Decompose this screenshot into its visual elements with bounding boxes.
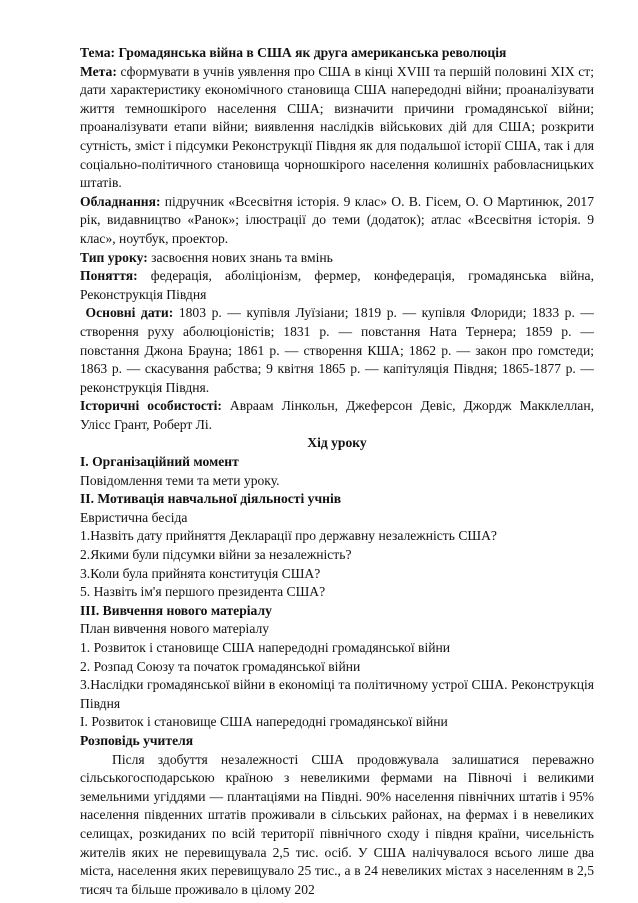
- section2-subheading: Евристична бесіда: [80, 509, 188, 525]
- teacher-label: Розповідь учителя: [80, 732, 194, 748]
- topic-label: Тема:: [80, 45, 116, 60]
- plan-item: 2. Розпад Союзу та початок громадянської війни: [80, 658, 361, 674]
- section2-heading: ІІ. Мотивація навчальної діяльності учнів: [80, 491, 342, 507]
- question-item: 5. Назвіть ім'я першого президента США?: [80, 584, 326, 600]
- lesson-type-text: засвоєння нових знань та вмінь: [147, 249, 333, 265]
- subsection-title: І. Розвиток і становище США напередодні громадянської війни: [80, 714, 448, 730]
- section1-heading: І. Організаційний момент: [80, 454, 239, 470]
- equipment-label: Обладнання:: [80, 193, 161, 209]
- question-item: 1.Назвіть дату прийняття Декларації про державну незалежність США?: [80, 528, 497, 544]
- topic-line: [80, 44, 594, 63]
- plan-title: План вивчення нового матеріалу: [80, 621, 270, 637]
- goal-text: сформувати в учнів уявлення про США в кінці XVIII та першій половині XIX ст; дати характеристику економічного становища США напередодні війни; проаналізувати життя темношкірого населення США; визначити причини громадянської війни; проаналізувати етапи війни; виявлення наслідків військових дій для США; розкрити сутність, зміст і підсумки Реконструкції Півдня як для подальшої історії США, так і для соціально-політичного становища чорношкірого населення колишніх рабовласницьких штатів.: [80, 63, 594, 191]
- teacher-text: Після здобуття незалежності США продовжувала залишатися переважно сільськогосподарською країною з невеликими фермами на Півночі і великими земельними угіддями — плантаціями на Півдні. 90% населення північних штатів і 95% населення південних штатів проживали в сільських районах, на фермах і в невеликих селищах, розкиданих по всій території північного сходу і півдня країни, чисельність жителів яких не перевищувала 2,5 тис. осіб. У США налічувалося всього лише два міста, населення яких перевищувало 25 тис., а в 24 невеликих містах з населенням в 2,5 тисяч та більше проживало в цілому 202: [80, 751, 594, 897]
- equipment-paragraph: [80, 193, 594, 249]
- lesson-type-label: Тип уроку:: [80, 249, 148, 265]
- question-item: 2.Якими були підсумки війни за незалежність?: [80, 547, 352, 563]
- goal-paragraph: [80, 63, 594, 193]
- equipment-text: підручник «Всесвітня історія. 9 клас» О. В. Гісем, О. О Мартинюк, 2017 рік, видавництво «Ранок»; ілюстрації до теми (додаток); атлас «Всесвітня історія. 9 клас», ноутбук, проектор.: [80, 193, 594, 246]
- figures-text: Авраам Лінкольн, Джеферсон Девіс, Джордж Макклеллан, Улісс Грант, Роберт Лі.: [80, 398, 594, 432]
- dates-paragraph: [80, 304, 594, 397]
- plan-item: 3.Наслідки громадянської війни в економіці та політичному устрої США. Реконструкція Півдня: [80, 677, 594, 711]
- plan-item: 1. Розвиток і становище США напередодні громадянської війни: [80, 640, 451, 655]
- dates-text: 1803 р. — купівля Луїзіани; 1819 р. — купівля Флориди; 1833 р. — створення руху аболюціоністів; 1831 р. — повстання Ната Тернера; 1859 р. — повстання Джона Брауна; 1861 р. — створення КША; 1862 р. — закон про гомстеди; 1863 р. — скасування рабства; 9 квітня 1865 р. — капітуляція Півдня; 1865-1877 р. — реконструкція Півдня.: [80, 305, 594, 395]
- concepts-text: федерація, аболіціонізм, фермер, конфедерація, громадянська війна, Реконструкція Півдня: [80, 268, 594, 302]
- lesson-type-line: [80, 249, 594, 268]
- dates-label: Основні дати:: [85, 305, 174, 321]
- section3-heading: ІІІ. Вивчення нового матеріалу: [80, 602, 272, 618]
- question-item: 3.Коли була прийнята конституція США?: [80, 565, 321, 581]
- course-title: Хід уроку: [307, 435, 367, 451]
- section1-text: Повідомлення теми та мети уроку.: [80, 472, 280, 488]
- concepts-label: Поняття:: [80, 268, 138, 284]
- figures-label: Історичні особистості:: [80, 398, 222, 414]
- document-page: [80, 44, 594, 899]
- topic-text: Громадянська війна в США як друга американська революція: [115, 45, 507, 60]
- concepts-paragraph: [80, 267, 594, 304]
- goal-label: Мета:: [80, 63, 117, 79]
- figures-paragraph: [80, 397, 594, 434]
